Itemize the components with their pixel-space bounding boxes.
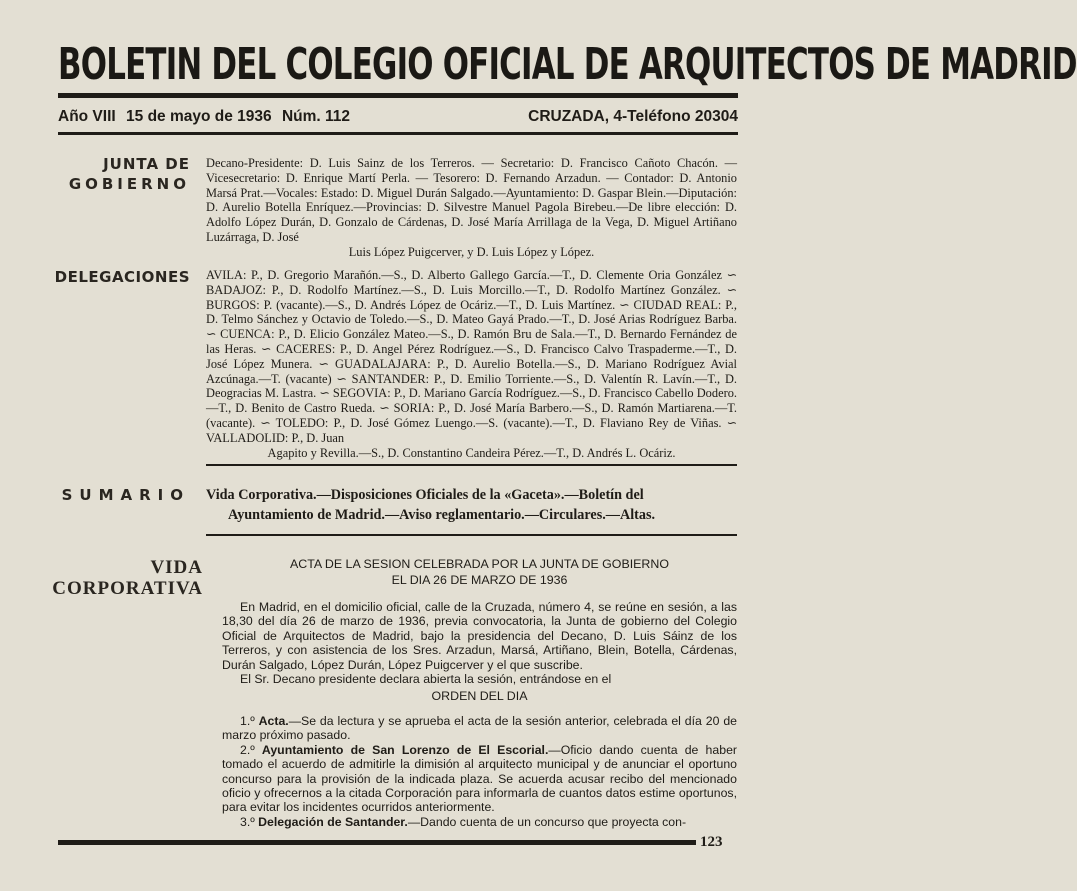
acta-para2: El Sr. Decano presidente declara abierta la sesión, entrándose en el (240, 672, 612, 687)
acta-item-1-text: —Se da lectura y se aprueba el acta de la sesión anterior, celebrada el día 20 de marzo próximo pasado. (222, 714, 737, 743)
page-number: 123 (700, 834, 723, 850)
issue-date: 15 de mayo de 1936 (126, 108, 272, 125)
issue-year: Año VIII (58, 108, 116, 125)
acta-item-2-text: —Oficio dando cuenta de haber tomado el acuerdo de admitirle la dimisión al arquitecto municipal y de anunciar el oportuno concurso para la provisión de la indicada plaza. Se acuerda acusar recibo del mencionado oficio y ofrecernos a la citada Corporación para informarla de cuantos datos estime oportunos, para evitar los incidentes ocurridos anteriormente. (222, 742, 738, 815)
sumario-text (206, 485, 737, 525)
sumario-line1: Vida Corporativa.—Disposiciones Oficiales de la «Gaceta».—Boletín del (206, 487, 644, 503)
junta-body-last: Luis López Puigcerver, y D. Luis López y López. (348, 244, 595, 259)
acta-item-1-number: 1.º (240, 714, 255, 728)
issue-rule (58, 132, 738, 135)
issue-address: CRUZADA, 4-Teléfono 20304 (528, 108, 738, 125)
delegaciones-rule (206, 464, 737, 466)
acta-item-2-number: 2.º (240, 742, 255, 757)
delegaciones-body-last: Agapito y Revilla.—S., D. Constantino Candeira Pérez.—T., D. Andrés L. Ocáriz. (267, 445, 676, 460)
acta-item-3-title: Delegación de Santander. (258, 814, 408, 829)
acta-item-2 (222, 743, 737, 815)
delegaciones-label: DELEGACIONES (54, 268, 190, 286)
junta-label (58, 154, 190, 194)
junta-text (206, 156, 737, 260)
vida-label (40, 557, 203, 599)
masthead-title: BOLETIN DEL COLEGIO OFICIAL DE ARQUITECTOS DE MADRID (58, 39, 1077, 90)
acta-items (222, 714, 737, 829)
sumario-line2: Ayuntamiento de Madrid.—Aviso reglamentario.—Circulares.—Altas. (228, 507, 656, 523)
acta-intro (222, 600, 737, 686)
acta-item-3-number: 3.º (240, 814, 255, 829)
junta-body: Decano-Presidente: D. Luis Sainz de los Terreros. — Secretario: D. Francisco Cañoto Chacón. — Vicesecretario: D. Enrique Martí Perla. — Tesorero: D. Fernando Arzadun. — Contador: D. Antonio Marsá Prat.—Vocales: Estado: D. Miguel Durán Salgado.—Ayuntamiento: D. Gaspar Blein.—Diputación: D. Aurelio Botella Enríquez.—Provincias: D. Silvestre Manuel Pagola Birebeu.—De libre elección: D. Adolfo López Durán, D. Gonzalo de Cárdenas, D. José María Arrillaga de la Vega, D. Miguel Artiñano Luzárraga, D. José (206, 156, 737, 244)
acta-para1: En Madrid, en el domicilio oficial, calle de la Cruzada, número 4, se reúne en sesión, a las 18,30 del día 26 de marzo de 1936, previa convocatoria, la Junta de gobierno del Colegio Oficial de Arquitectos de Madrid, bajo la presidencia del Decano, D. Luis Sáinz de los Terreros, y con asistencia de los Sres. Arzadun, Marsá, Artiñano, Blein, Botella, Cárdenas, Durán Salgado, López Durán, López Puigcerver y el que suscribe. (222, 600, 737, 672)
acta-item-3 (222, 815, 737, 829)
junta-label-line2: GOBIERNO (68, 175, 190, 193)
acta-title-line1: ACTA DE LA SESION CELEBRADA POR LA JUNTA DE GOBIERNO (290, 557, 669, 571)
acta-item-3-text: —Dando cuenta de un concurso que proyecta con- (407, 814, 687, 829)
masthead-rule (58, 93, 738, 98)
issue-number: Núm. 112 (281, 108, 351, 125)
junta-label-line1: JUNTA DE (103, 155, 190, 173)
issue-line (58, 106, 738, 128)
orden-del-dia-heading: ORDEN DEL DIA (431, 689, 528, 703)
acta-item-1-title: Acta. (258, 714, 289, 728)
acta-title-line2: EL DIA 26 DE MARZO DE 1936 (391, 573, 568, 587)
vida-label-line1: VIDA (150, 557, 203, 578)
vida-label-line2: CORPORATIVA (52, 578, 203, 599)
footer-rule (58, 840, 696, 845)
sumario-rule (206, 534, 737, 536)
delegaciones-body: AVILA: P., D. Gregorio Marañón.—S., D. Alberto Gallego García.—T., D. Clemente Oria González ∽ BADAJOZ: P., D. Rodolfo Martínez.—S., D. Luis Morcillo.—T., D. Rodolfo Martínez González. ∽ BURGOS: P. (vacante).—S., D. Andrés López de Ocáriz.—T., D. Luis Martínez. ∽ CIUDAD REAL: P., D. Telmo Sánchez y Octavio de Toledo.—S., D. Mateo Gayá Prado.—T., D. José Arias Rodríguez Barba. ∽ CUENCA: P., D. Elicio González Mateo.—S., D. Ramón Bru de Sala.—T., D. Bernardo Fernández de las Heras. ∽ CACERES: P., D. Angel Pérez Rodríguez.—S., D. Francisco Calvo Traspaderme.—T., D. José López Munera. ∽ GUADALAJARA: P., D. Aurelio Botella.—S., D. Mariano Rodríguez Avial Azcúnaga.—T. (vacante) ∽ SANTANDER: P., D. Emilio Torriente.—S., D. Valentín R. Lavín.—T., D. Deogracias M. Lastra. ∽ SEGOVIA: P., D. Mariano García Rodríguez.—S., D. Francisco Cabello Dodero.—T., D. Benito de Castro Rueda. ∽ SORIA: P., D. José María Barbero.—S., D. Ramón Martiarena.—T. (vacante). ∽ TOLEDO: P., D. José Gómez Luengo.—S. (vacante).—T., D. Flaviano Rey de Viñas. ∽ VALLADOLID: P., D. Juan (206, 268, 737, 445)
delegaciones-text (206, 268, 737, 460)
acta-item-2-title: Ayuntamiento de San Lorenzo de El Escorial. (261, 742, 549, 757)
issue-info (58, 108, 356, 126)
sumario-label: SUMARIO (61, 486, 190, 504)
acta-item-1 (222, 714, 737, 743)
acta-title (222, 556, 737, 588)
